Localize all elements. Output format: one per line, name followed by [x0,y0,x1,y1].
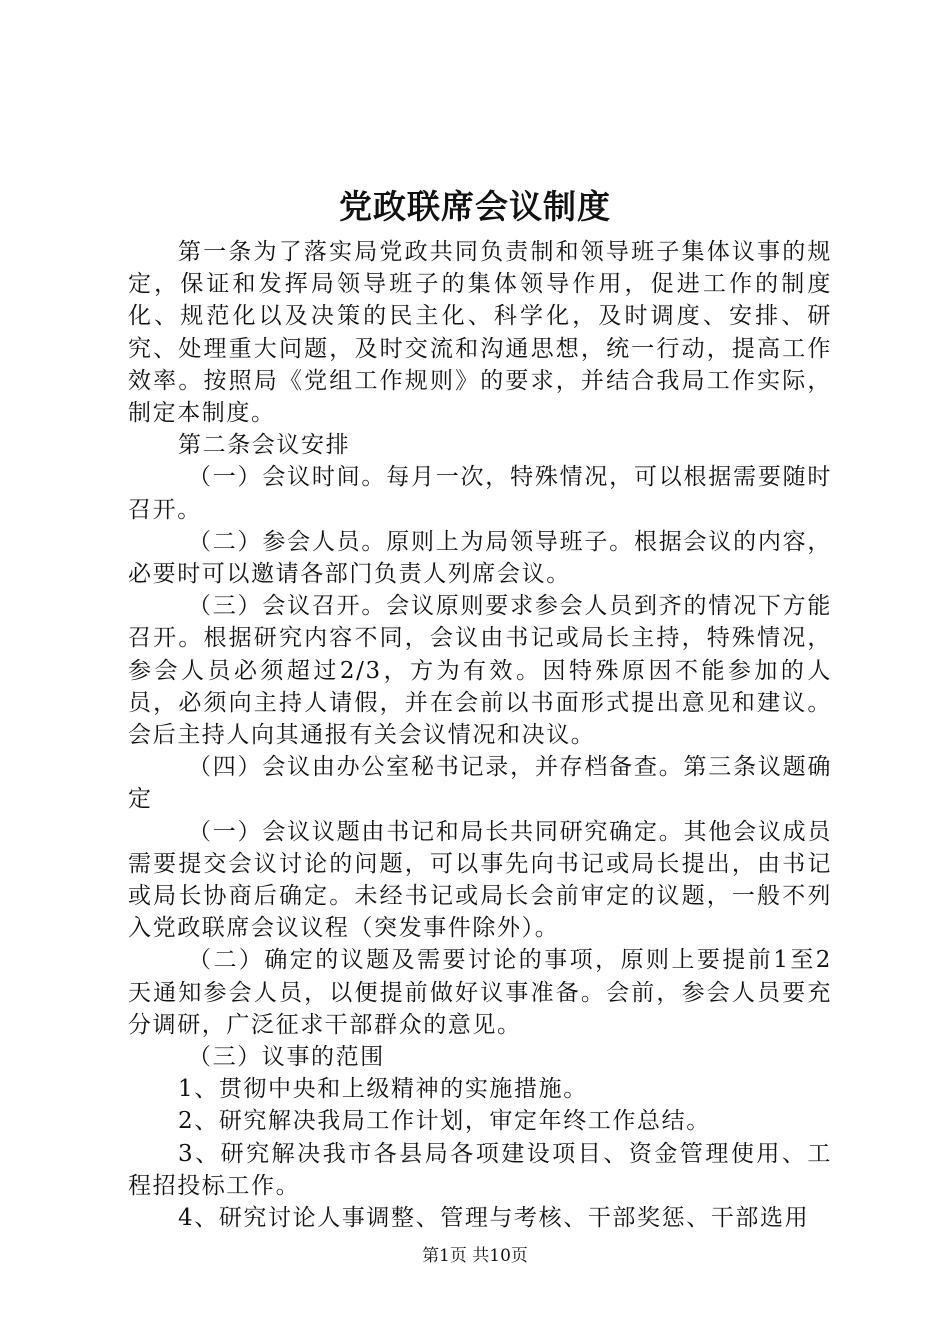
paragraph-scope-heading: （三）议事的范围 [188,1044,385,1071]
paragraph-records: （四）会议由办公室秘书记录，并存档备查。第三条议题确定 [128,754,832,813]
paragraph-article-1: 第一条为了落实局党政共同负责制和领导班子集体议事的规定，保证和发挥局领导班子的集体领导作用，促进工作的制度化、规范化以及决策的民主化、科学化，及时调度、安排、研究、处理重大问题，及时交流和沟通思想，统一行动，提高工作效率。按照局《党组工作规则》的要求，并结合我局工作实际，制定本制度。 [128,239,832,427]
document-title: 党政联席会议制度 [339,187,611,226]
document-body [128,236,832,1234]
paragraph-meeting-convening: （三）会议召开。会议原则要求参会人员到齐的情况下方能召开。根据研究内容不同，会议由书记或局长主持，特殊情况，参会人员必须超过2/3，方为有效。因特殊原因不能参加的人员，必须向主持人请假，并在会前以书面形式提出意见和建议。会后主持人向其通报有关会议情况和决议。 [128,593,832,749]
paragraph-topic-determination: （一）会议议题由书记和局长共同研究确定。其他会议成员需要提交会议讨论的问题，可以事先向书记或局长提出，由书记或局长协商后确定。未经书记或局长会前审定的议题，一般不列入党政联席会议议程（突发事件除外）。 [128,818,832,942]
paragraph-article-2-heading: 第二条会议安排 [178,432,351,459]
list-item: 4、研究讨论人事调整、管理与考核、干部奖惩、干部选用 [178,1205,810,1232]
paragraph-attendees: （二）参会人员。原则上为局领导班子。根据会议的内容，必要时可以邀请各部门负责人列席会议。 [128,528,832,588]
list-item: 3、研究解决我市各县局各项建设项目、资金管理使用、工程招投标工作。 [128,1140,832,1199]
list-item: 1、贯彻中央和上级精神的实施措施。 [178,1076,588,1103]
list-item: 2、研究解决我局工作计划，审定年终工作总结。 [178,1108,711,1135]
paragraph-meeting-time: （一）会议时间。每月一次，特殊情况，可以根据需要随时召开。 [128,464,832,523]
paragraph-topic-notice: （二）确定的议题及需要讨论的事项，原则上要提前1至2天通知参会人员，以便提前做好议事准备。会前，参会人员要充分调研，广泛征求干部群众的意见。 [128,947,832,1038]
page-footer: 第1页 共10页 [422,1246,528,1266]
